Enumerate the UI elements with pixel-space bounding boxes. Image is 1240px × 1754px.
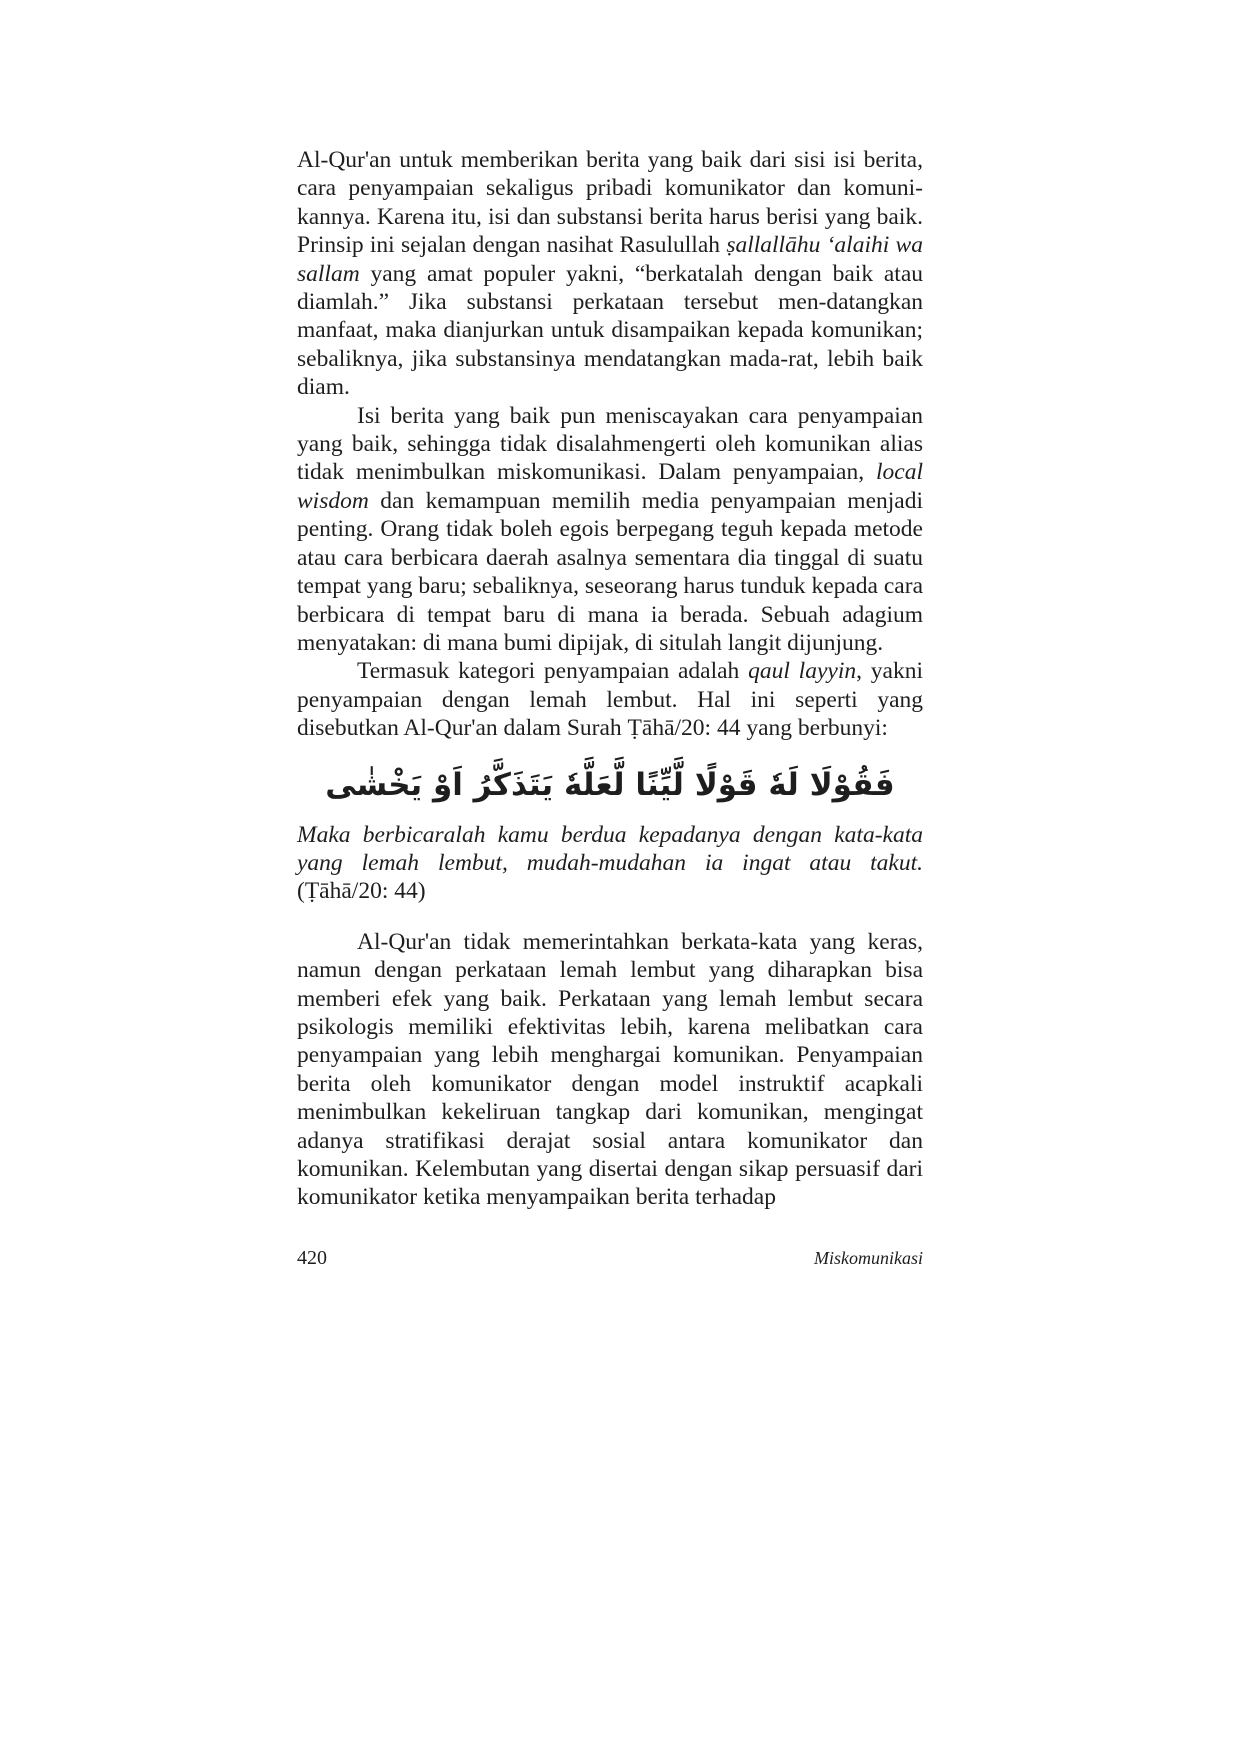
verse-translation [297, 821, 923, 906]
text-segment: Al-Qur'an tidak memerintahkan berkata-kata yang keras, namun dengan perkataan lemah lembut yang diharapkan bisa memberi efek yang baik. Perkataan yang lemah lembut secara psikologis memiliki efektivitas lebih, karena melibatkan cara penyampaian yang lebih menghargai komunikan. Penyampaian berita oleh komunikator dengan model instruktif acapkali menimbulkan kekeliruan tangkap dari komunikan, mengingat adanya stratifikasi derajat sosial antara komunikator dan komunikan. Kelembutan yang disertai dengan sikap persuasif dari komunikator ketika menyampaikan berita terhadap [297, 928, 923, 1211]
quran-verse-arabic: فَقُوْلَا لَهٗ قَوْلًا لَّيِّنًا لَّعَلَّهٗ يَتَذَكَّرُ اَوْ يَخْشٰى [325, 766, 895, 803]
translation-text: Maka berbicaralah kamu berdua kepadanya dengan kata-kata yang lemah lembut, mudah-mudahan ia ingat atau takut. [297, 821, 923, 876]
page-body [297, 146, 923, 1212]
text-segment: Al-Qur'an untuk memberikan berita yang baik dari sisi isi berita, cara penyampaian sekaligus pribadi komunikator dan komuni-kannya. Karena itu, isi dan substansi berita harus berisi yang baik. Prinsip ini sejalan dengan nasihat Rasulullah [297, 147, 923, 259]
text-segment: , yakni penyampaian dengan lemah lembut. Hal ini seperti yang disebutkan Al-Qur'an dalam Surah Ṭāhā/20: 44 yang berbunyi: [297, 658, 923, 742]
body-text-before-verse [297, 146, 923, 743]
text-segment: Termasuk kategori penyampaian adalah [357, 658, 749, 685]
translation-reference: (Ṭāhā/20: 44) [297, 878, 426, 905]
text-segment: dan kemampuan memilih media penyampaian menjadi penting. Orang tidak boleh egois berpegang teguh kepada metode atau cara berbicara daerah asalnya sementara dia tinggal di suatu tempat yang baru; sebaliknya, seseorang harus tunduk kepada cara berbicara di tempat baru di mana ia berada. Sebuah adagium menyatakan: di mana bumi dipijak, di situlah langit dijunjung. [297, 487, 923, 656]
italic-term: ṣallallāhu ‘alaihi wa sallam [297, 232, 923, 287]
page-number: 420 [297, 1247, 327, 1269]
body-text-after-verse [297, 928, 923, 1212]
italic-term: local wisdom [297, 459, 923, 514]
italic-term: qaul layyin [748, 658, 857, 685]
running-title: Miskomunikasi [814, 1248, 923, 1268]
text-segment: Isi berita yang baik pun meniscayakan cara penyampaian yang baik, sehingga tidak disalahmengerti oleh komunikan alias tidak menimbulkan miskomunikasi. Dalam penyampaian, [297, 402, 923, 486]
paragraph-p3 [297, 657, 923, 742]
paragraph-p4 [297, 928, 923, 1212]
paragraph-p1 [297, 146, 923, 402]
paragraph-p2 [297, 402, 923, 658]
text-segment: yang amat populer yakni, “berkatalah dengan baik atau diamlah.” Jika substansi perkataan tersebut men-datangkan manfaat, maka dianjurkan untuk disampaikan kepada komunikan; sebaliknya, jika substansinya mendatangkan mada-rat, lebih baik diam. [297, 260, 923, 401]
